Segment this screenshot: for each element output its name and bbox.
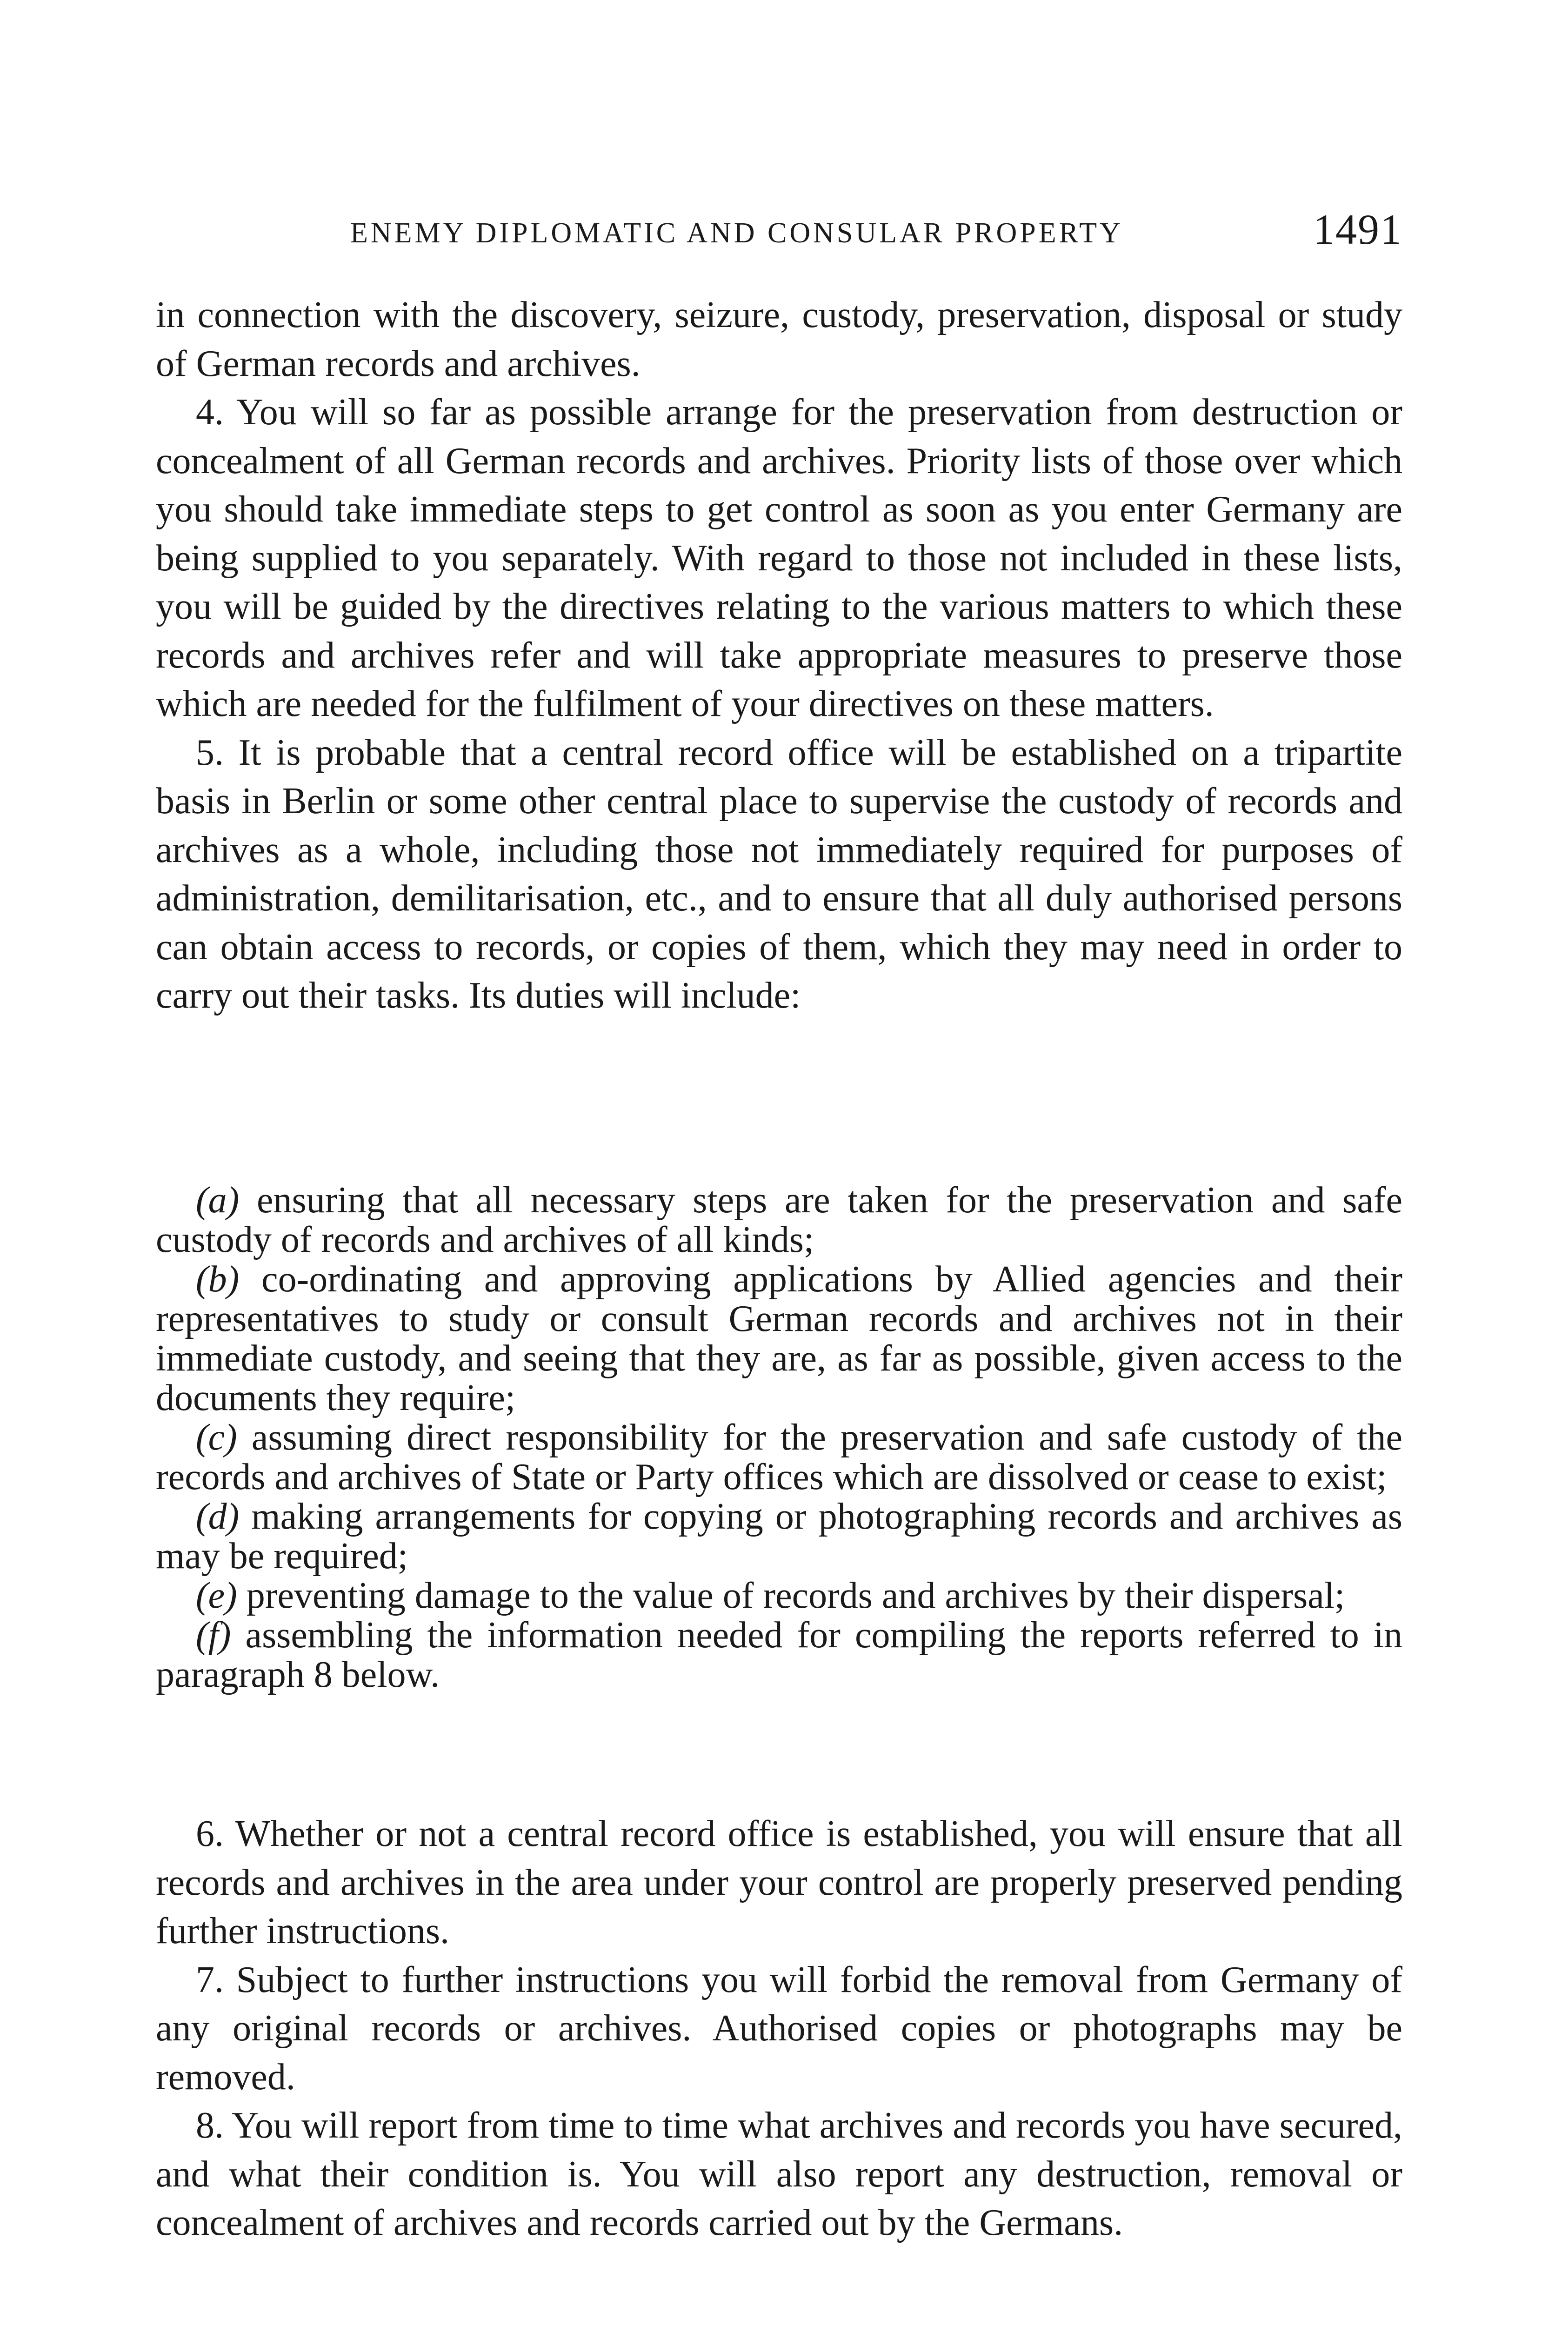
duty-text: preventing damage to the value of records and archives by their dispersal;: [237, 1575, 1345, 1616]
duty-text: assembling the information needed for compiling the reports referred to in paragraph 8 below.: [156, 1615, 1402, 1695]
duty-letter: (e): [196, 1575, 237, 1616]
duty-letter: (a): [196, 1180, 240, 1221]
paragraph-4: 4. You will so far as possible arrange for the preservation from destruction or concealment of all German records and archives. Priority lists of those over which you should take immediate steps to get control as soon as you enter Germany are being supplied to you separately. With regard to those not included in these lists, you will be guided by the directives relating to the various matters to which these records and archives refer and will take appropriate measures to preserve those which are needed for the fulfilment of your directives on these matters.: [156, 392, 1402, 724]
duty-letter: (c): [196, 1417, 237, 1458]
duty-text: making arrangements for copying or photographing records and archives as may be required;: [156, 1496, 1402, 1577]
upper-text-block: [156, 291, 1402, 1020]
duty-letter: (d): [196, 1496, 240, 1537]
duties-list: [156, 1181, 1402, 1695]
duty-item-a: [156, 1181, 1402, 1260]
intro-continuation: in connection with the discovery, seizure, custody, preservation, disposal or study of German records and archives.: [156, 294, 1402, 384]
lower-text-block: [156, 1810, 1402, 2247]
duty-letter: (b): [196, 1259, 240, 1300]
paragraph-7: 7. Subject to further instructions you will forbid the removal from Germany of any original records or archives. Authorised copies or photographs may be removed.: [156, 1959, 1402, 2098]
duty-item-e: [156, 1576, 1402, 1616]
duty-text: assuming direct responsibility for the preservation and safe custody of the records and archives of State or Party offices which are dissolved or cease to exist;: [156, 1417, 1402, 1497]
running-head: [156, 205, 1402, 256]
duty-text: ensuring that all necessary steps are taken for the preservation and safe custody of records and archives of all kinds;: [156, 1180, 1402, 1260]
page-number: 1491: [1313, 206, 1402, 253]
paragraph-8: 8. You will report from time to time what archives and records you have secured, and what their condition is. You will also report any destruction, removal or concealment of archives and records carried out by the Germans.: [156, 2105, 1402, 2243]
duty-letter: (f): [196, 1615, 231, 1656]
paragraph-6: 6. Whether or not a central record office is established, you will ensure that all records and archives in the area under your control are properly preserved pending further instructions.: [156, 1813, 1402, 1952]
duty-item-b: [156, 1260, 1402, 1418]
duty-text: co-ordinating and approving applications by Allied agencies and their representatives to study or consult German records and archives not in their immediate custody, and seeing that they are, as far as possible, given access to the documents they require;: [156, 1259, 1402, 1418]
paragraph-5: 5. It is probable that a central record office will be established on a tripartite basis in Berlin or some other central place to supervise the custody of records and archives as a whole, including those not immediately required for purposes of administration, demilitarisation, etc., and to ensure that all duly authorised persons can obtain access to records, or copies of them, which they may need in order to carry out their tasks. Its duties will include:: [156, 732, 1402, 1016]
duty-item-d: [156, 1497, 1402, 1576]
running-title: ENEMY DIPLOMATIC AND CONSULAR PROPERTY: [350, 217, 1123, 249]
duty-item-c: [156, 1418, 1402, 1497]
duty-item-f: [156, 1616, 1402, 1695]
